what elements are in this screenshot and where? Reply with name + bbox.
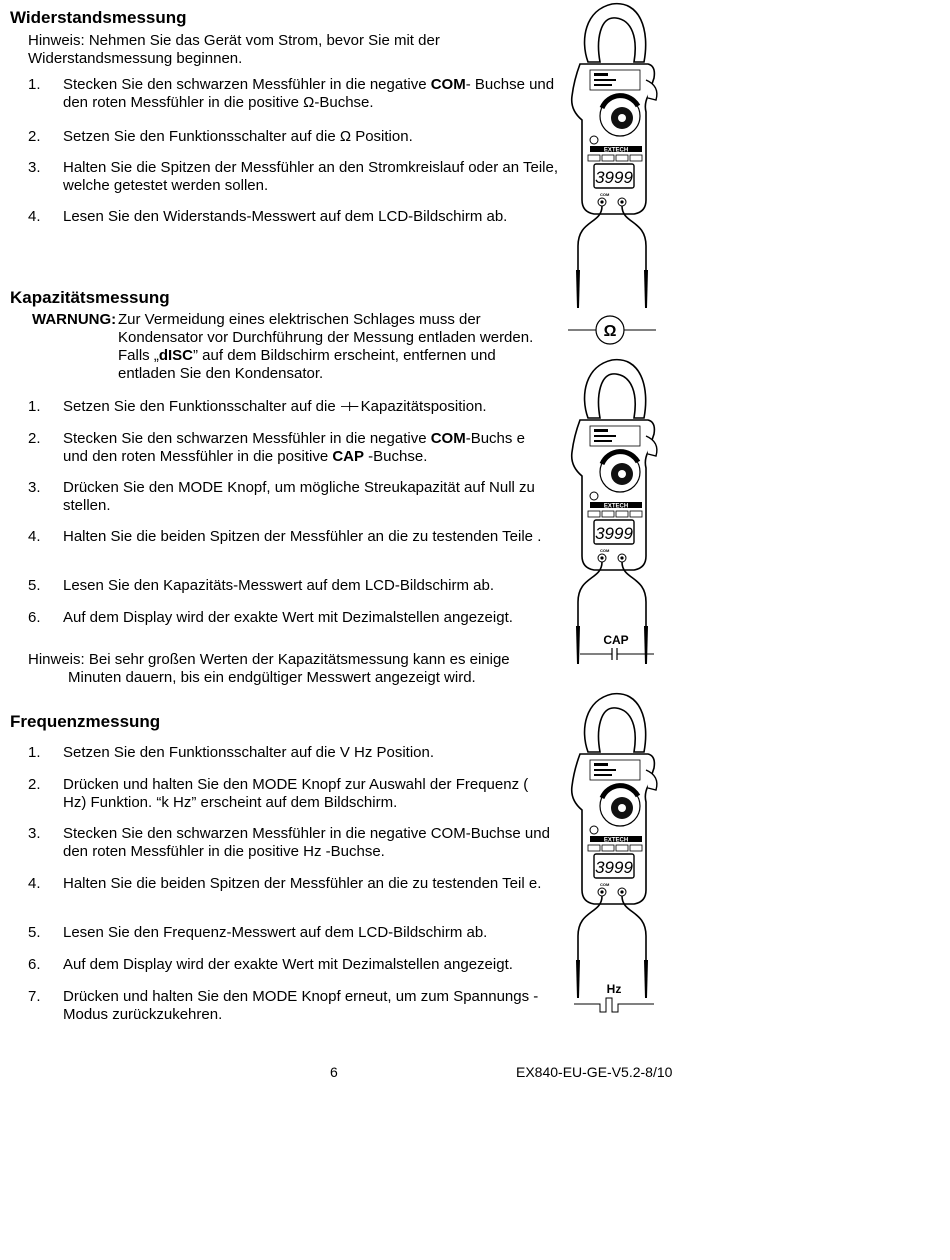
list-item: [28, 76, 568, 112]
resistance-note: Hinweis: Nehmen Sie das Gerät vom Strom, bevor Sie mit der Widerstandsmessung beginnen.: [28, 32, 440, 67]
clamp-meter-illustration: [572, 4, 657, 308]
step-number: 1.: [28, 744, 41, 761]
step-text: Setzen Sie den Funktionsschalter auf die: [63, 398, 340, 415]
step-number: 4.: [28, 208, 41, 225]
step-number: 1.: [28, 76, 41, 93]
step-text: Halten Sie die beiden Spitzen der Messfühler an die zu testenden Teil e.: [63, 875, 542, 892]
list-item: [28, 479, 568, 515]
note-line: Hinweis: Bei sehr großen Werten der Kapazitätsmessung kann es einige: [28, 651, 510, 668]
hz-symbol-label: Hz: [606, 982, 622, 996]
step-text: Drücken Sie den MODE Knopf, um mögliche Streukapazität auf Null zu stellen.: [63, 479, 535, 514]
step-text: Stecken Sie den schwarzen Messfühler in die negative: [63, 76, 431, 93]
step-number: 5.: [28, 577, 41, 594]
step-text: - Buchse und den roten Messfühler in die positive Ω-Buchse.: [63, 76, 555, 111]
list-item: [28, 577, 568, 595]
step-text: Lesen Sie den Frequenz-Messwert auf dem LCD-Bildschirm ab.: [63, 924, 488, 941]
com-label: COM: [430, 430, 466, 447]
list-item: [28, 875, 553, 893]
cap-symbol-label: CAP: [603, 633, 629, 647]
step-text: Stecken Sie den schwarzen Messfühler in die negative COM-Buchse und den roten Messfühler in die positive Hz -Buchse.: [63, 825, 550, 860]
clamp-meter-illustrations: [560, 0, 670, 1040]
step-number: 5.: [28, 924, 41, 941]
heading-resistance: Widerstandsmessung: [10, 8, 187, 27]
step-text: Kapazitätsposition.: [356, 398, 487, 415]
step-text: Auf dem Display wird der exakte Wert mit Dezimalstellen angezeigt.: [63, 609, 513, 626]
step-text: Setzen Sie den Funktionsschalter auf die V Hz Position.: [63, 744, 435, 761]
warning-disc: dISC: [158, 347, 194, 364]
step-number: 2.: [28, 430, 41, 447]
ohm-symbol-icon: Ω: [603, 323, 617, 340]
step-text: -Buchse.: [364, 448, 428, 465]
step-text: Lesen Sie den Widerstands-Messwert auf dem LCD-Bildschirm ab.: [63, 208, 508, 225]
step-text: Auf dem Display wird der exakte Wert mit Dezimalstellen angezeigt.: [63, 956, 513, 973]
step-number: 3.: [28, 825, 41, 842]
com-label: COM: [430, 76, 466, 93]
list-item: [28, 924, 568, 942]
heading-frequency: Frequenzmessung: [10, 712, 161, 731]
list-item: [28, 825, 568, 861]
heading-capacitance: Kapazitätsmessung: [10, 288, 170, 307]
step-text: Drücken und halten Sie den MODE Knopf erneut, um zum Spannungs -Modus zurückzukehren.: [63, 988, 539, 1023]
list-item: [28, 609, 568, 627]
step-text: Drücken und halten Sie den MODE Knopf zur Auswahl der Frequenz ( Hz) Funktion. “k Hz” erscheint auf dem Bildschirm.: [63, 776, 529, 811]
list-item: [28, 956, 568, 974]
capacitance-note: [28, 651, 568, 687]
warning-label: WARNUNG:: [32, 311, 117, 328]
list-item: [28, 528, 568, 546]
step-number: 6.: [28, 609, 41, 626]
list-item: [28, 398, 568, 416]
step-number: 2.: [28, 776, 41, 793]
clamp-meter-illustration: [572, 360, 657, 664]
warning-text: ” auf dem Bildschirm erscheint, entfernen und entladen Sie den Kondensator.: [118, 347, 496, 382]
list-item: [28, 776, 553, 812]
list-item: [28, 159, 568, 195]
document-id: EX840-EU-GE-V5.2-8/10: [516, 1064, 673, 1080]
step-text: Halten Sie die beiden Spitzen der Messfühler an die zu testenden Teile .: [63, 528, 542, 545]
step-number: 4.: [28, 528, 41, 545]
note-line: Minuten dauern, bis ein endgültiger Messwert angezeigt wird.: [68, 669, 476, 686]
step-number: 6.: [28, 956, 41, 973]
step-number: 7.: [28, 988, 41, 1005]
list-item: [28, 430, 538, 466]
list-item: [28, 128, 568, 146]
step-text: Setzen Sie den Funktionsschalter auf die Ω Position.: [63, 128, 413, 145]
step-text: Stecken Sie den schwarzen Messfühler in die negative: [63, 430, 431, 447]
clamp-meter-illustration: [572, 694, 657, 998]
step-text: Lesen Sie den Kapazitäts-Messwert auf dem LCD-Bildschirm ab.: [63, 577, 495, 594]
warning-text: Zur Vermeidung eines elektrischen Schlages muss der Kondensator vor Durchführung der Messung entladen werden. Falls „: [118, 311, 534, 364]
list-item: [28, 744, 568, 762]
list-item: [28, 208, 568, 226]
step-text: -Buchs e und den roten Messfühler in die positive: [63, 430, 525, 465]
step-number: 3.: [28, 479, 41, 496]
step-number: 2.: [28, 128, 41, 145]
capacitor-symbol-icon: ⊣⊢: [339, 399, 357, 414]
cap-label: CAP: [332, 448, 364, 465]
step-text: Halten Sie die Spitzen der Messfühler an den Stromkreislauf oder an Teile, welche getestet werden sollen.: [63, 159, 558, 194]
page-number: 6: [330, 1064, 338, 1080]
list-item: [28, 988, 553, 1024]
step-number: 1.: [28, 398, 41, 415]
step-number: 3.: [28, 159, 41, 176]
step-number: 4.: [28, 875, 41, 892]
warning-block: [32, 311, 552, 383]
